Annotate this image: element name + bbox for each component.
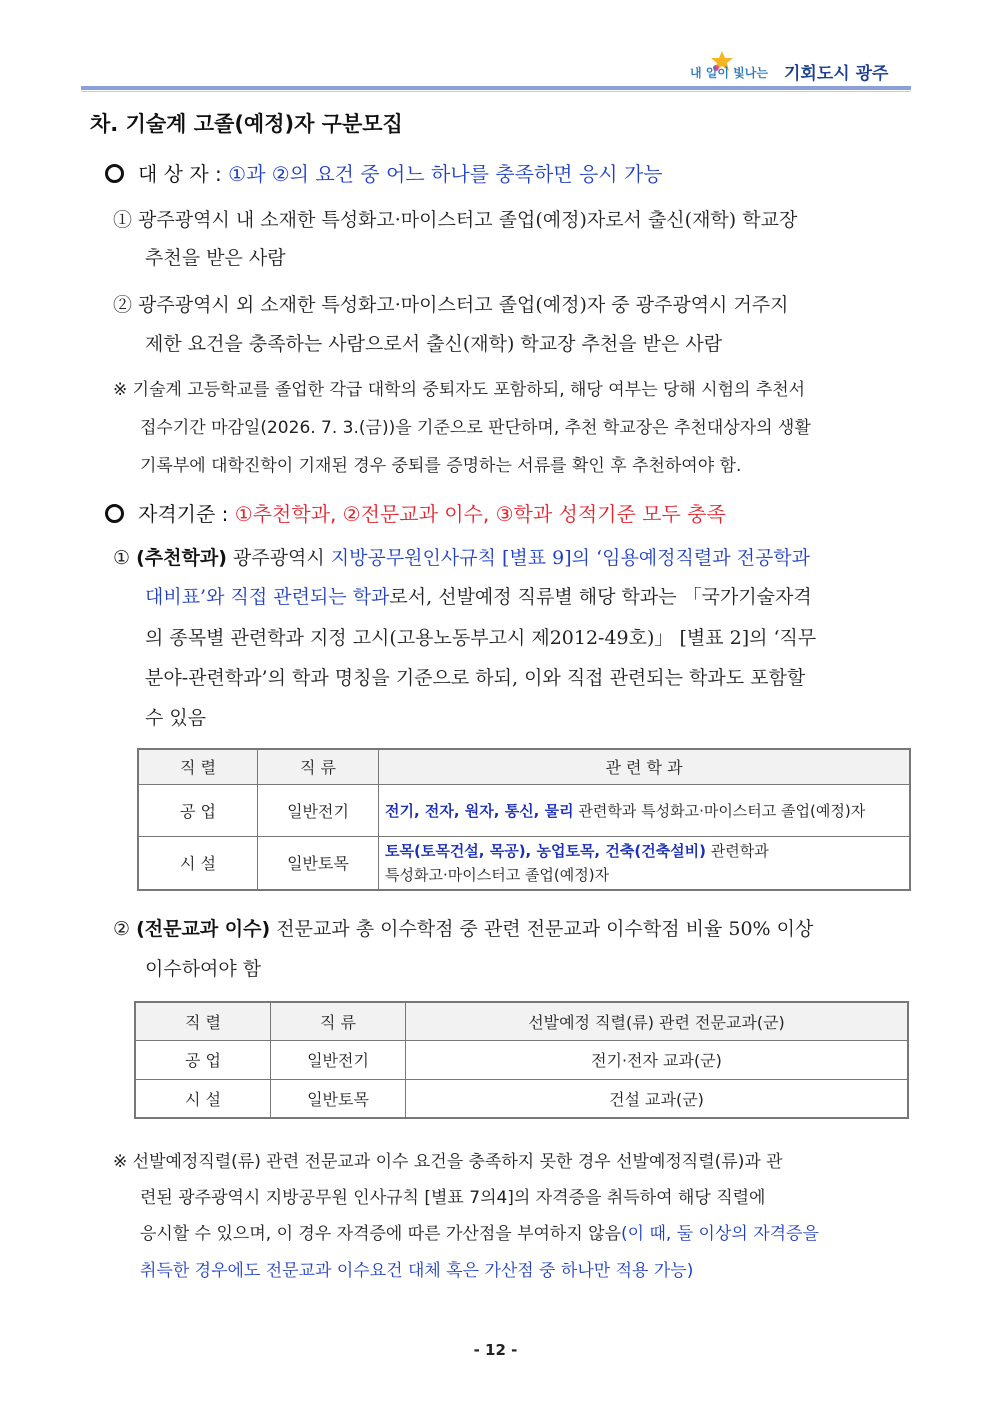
qualification-label: 자격기준 : bbox=[138, 502, 229, 526]
row-class: 일반토목 bbox=[258, 836, 379, 890]
target-item2-line2: 제한 요건을 충족하는 사람으로서 출신(재학) 학교장 추천을 받은 사람 bbox=[145, 333, 723, 355]
req1-line1 bbox=[113, 543, 810, 570]
header-class: 직 류 bbox=[258, 749, 379, 784]
qualification-summary: ①추천학과, ②전문교과 이수, ③학과 성적기준 모두 충족 bbox=[234, 502, 726, 526]
note2-text: 응시할 수 있으며, 이 경우 자격증에 따른 가산점을 부여하지 않음 bbox=[140, 1224, 622, 1244]
dept-table bbox=[137, 748, 911, 891]
row-series: 시 설 bbox=[138, 836, 258, 890]
row-subject: 전기·전자 교과(군) bbox=[406, 1040, 909, 1079]
page-number: - 12 - bbox=[473, 1341, 518, 1359]
header-dept: 관 련 학 과 bbox=[379, 749, 911, 784]
table-row bbox=[138, 836, 910, 890]
dept-rest-line2: 특성화고·마이스터고 졸업(예정)자 bbox=[385, 865, 610, 884]
dept-rest: 관련학과 bbox=[710, 841, 769, 860]
header-series: 직 렬 bbox=[135, 1002, 271, 1040]
req2-line2: 이수하여야 함 bbox=[145, 958, 262, 980]
header-series: 직 렬 bbox=[138, 749, 258, 784]
dept-keywords: 전기, 전자, 원자, 통신, 물리 bbox=[385, 801, 574, 820]
target-heading bbox=[105, 158, 663, 187]
circle-bullet-icon bbox=[105, 504, 124, 523]
target-label: 대 상 자 : bbox=[138, 162, 222, 186]
note2-blue-text: (이 때, 둘 이상의 자격증을 bbox=[621, 1224, 819, 1244]
circle-bullet-icon bbox=[105, 164, 124, 183]
table-row bbox=[135, 1079, 908, 1118]
table-header-row bbox=[135, 1002, 908, 1040]
row-class: 일반전기 bbox=[258, 784, 379, 836]
target-item1-line1: ① 광주광역시 내 소재한 특성화고·마이스터고 졸업(예정)자로서 출신(재학) 학교장 bbox=[113, 209, 798, 231]
req1-number: ① bbox=[113, 547, 131, 569]
target-item2-line1: ② 광주광역시 외 소재한 특성화고·마이스터고 졸업(예정)자 중 광주광역시 거주지 bbox=[113, 294, 789, 316]
req1-text-b: 로서, 선발예정 직류별 해당 학과는 「국가기술자격 bbox=[389, 586, 812, 608]
row-series: 시 설 bbox=[135, 1079, 271, 1118]
row-series: 공 업 bbox=[135, 1040, 271, 1079]
row-class: 일반토목 bbox=[271, 1079, 406, 1118]
header-rule bbox=[81, 86, 911, 90]
subject-table bbox=[134, 1001, 909, 1119]
req1-blue-text1: 지방공무원인사규칙 [별표 9]의 ‘임용예정직렬과 전공학과 bbox=[330, 547, 811, 569]
header-rule-thin bbox=[81, 91, 911, 92]
target-note-line2: 접수기간 마감일(2026. 7. 3.(금))을 기준으로 판단하며, 추천 학교장은 추천대상자의 생활 bbox=[140, 418, 811, 438]
table-row bbox=[138, 784, 910, 836]
target-note-line3: 기록부에 대학진학이 기재된 경우 중퇴를 증명하는 서류를 확인 후 추천하여야 함. bbox=[140, 456, 742, 476]
note2-line2: 련된 광주광역시 지방공무원 인사규칙 [별표 7의4]의 자격증을 취득하여 해당 직렬에 bbox=[140, 1188, 766, 1208]
req1-line5: 수 있음 bbox=[145, 707, 207, 729]
header-class: 직 류 bbox=[271, 1002, 406, 1040]
target-note-line1: ※ 기술계 고등학교를 졸업한 각급 대학의 중퇴자도 포함하되, 해당 여부는 당해 시험의 추천서 bbox=[113, 380, 806, 400]
header-subject: 선발예정 직렬(류) 관련 전문교과(군) bbox=[406, 1002, 909, 1040]
row-subject: 건설 교과(군) bbox=[406, 1079, 909, 1118]
req1-text-a: 광주광역시 bbox=[232, 547, 325, 569]
note2-line4: 취득한 경우에도 전문교과 이수요건 대체 혹은 가산점 중 하나만 적용 가능) bbox=[140, 1261, 694, 1281]
logo-slogan: 내 일이 빛나는 bbox=[690, 66, 768, 80]
note2-line1: ※ 선발예정직렬(류) 관련 전문교과 이수 요건을 충족하지 못한 경우 선발예정직렬(류)과 관 bbox=[113, 1152, 783, 1172]
row-dept bbox=[379, 784, 911, 836]
table-header-row bbox=[138, 749, 910, 784]
target-item1-line2: 추천을 받은 사람 bbox=[145, 247, 286, 269]
row-dept bbox=[379, 836, 911, 890]
dept-keywords: 토목(토목건설, 목공), 농업토목, 건축(건축설비) bbox=[385, 841, 707, 860]
req1-line4: 분야-관련학과’의 학과 명칭을 기준으로 하되, 이와 직접 관련되는 학과도 포함할 bbox=[145, 667, 806, 689]
logo-city-name: 기회도시 광주 bbox=[784, 64, 889, 84]
req2-number: ② bbox=[113, 918, 131, 940]
target-summary: ①과 ②의 요건 중 어느 하나를 충족하면 응시 가능 bbox=[228, 162, 663, 186]
note2-line3 bbox=[140, 1219, 819, 1244]
req1-line3: 의 종목별 관련학과 지정 고시(고용노동부고시 제2012-49호)」 [별표 2]의 ‘직무 bbox=[145, 627, 817, 649]
req1-title: (추천학과) bbox=[136, 547, 227, 569]
req2-text: 전문교과 총 이수학점 중 관련 전문교과 이수학점 비율 50% 이상 bbox=[276, 918, 814, 940]
dept-rest: 관련학과 특성화고·마이스터고 졸업(예정)자 bbox=[578, 801, 866, 820]
req2-line1 bbox=[113, 914, 813, 941]
city-logo bbox=[688, 50, 898, 84]
table-row bbox=[135, 1040, 908, 1079]
section-title: 차. 기술계 고졸(예정)자 구분모집 bbox=[90, 112, 403, 136]
req1-blue-text2: 대비표’와 직접 관련되는 학과 bbox=[145, 586, 390, 608]
row-class: 일반전기 bbox=[271, 1040, 406, 1079]
req2-title: (전문교과 이수) bbox=[136, 918, 271, 940]
req1-line2 bbox=[145, 582, 812, 609]
qualification-heading bbox=[105, 498, 726, 527]
row-series: 공 업 bbox=[138, 784, 258, 836]
